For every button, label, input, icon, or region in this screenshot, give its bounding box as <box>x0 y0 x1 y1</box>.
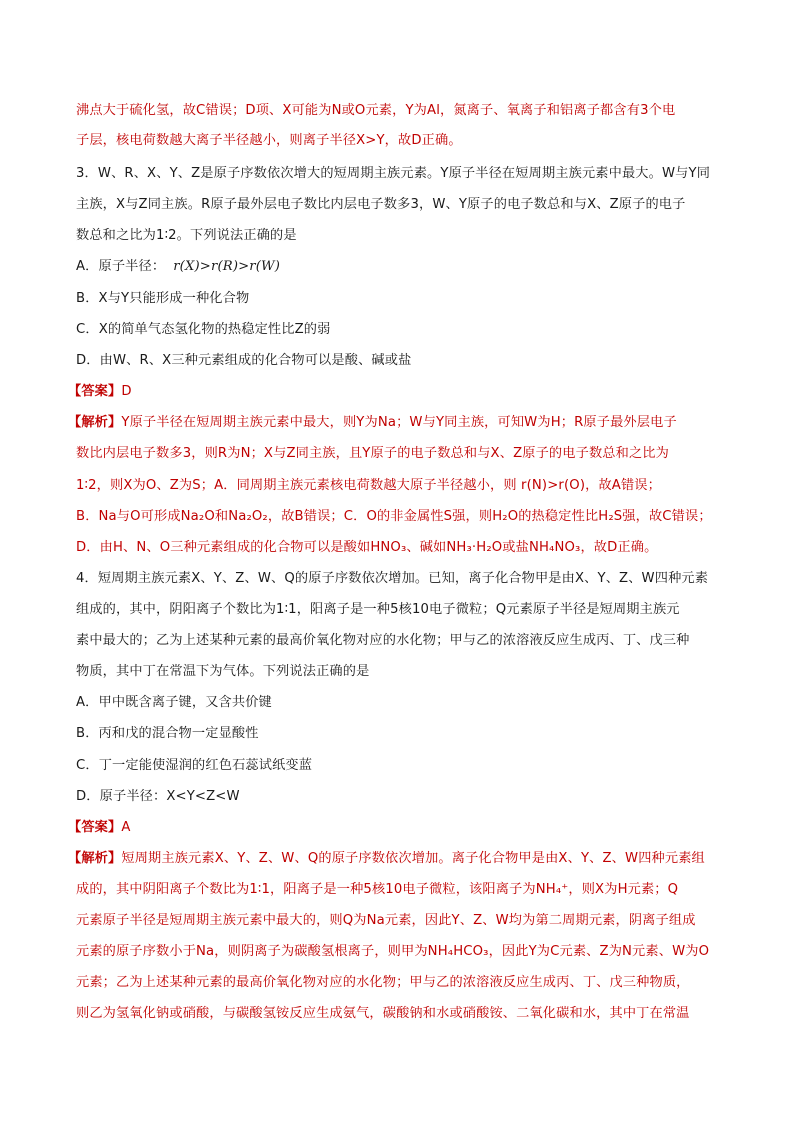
analysis-text: 成的，其中阴阳离子个数比为1∶1，阳离子是一种5核10电子微粒，该阳离子为NH₄⁺，则X为H元素；Q <box>76 882 679 897</box>
analysis-text: 元素的原子序数小于Na，则阴离子为碳酸氢根离子，则甲为NH₄HCO₃，因此Y为C元素、Z为N元素、W为O <box>76 944 710 959</box>
analysis-text: 短周期主族元素X、Y、Z、W、Q的原子序数依次增加。离子化合物甲是由X、Y、Z、W四种元素组 <box>121 851 705 866</box>
question-4-stem: 素中最大的；乙为上述某种元素的最高价氧化物对应的水化物；甲与乙的浓溶液反应生成丙、丁、戊三种 <box>76 633 690 648</box>
question-3-option-b: B．X与Y只能形成一种化合物 <box>76 291 250 306</box>
question-3-option-d: D．由W、R、X三种元素组成的化合物可以是酸、碱或盐 <box>76 353 412 368</box>
analysis-text: 元素原子半径是短周期主族元素中最大的，则Q为Na元素，因此Y、Z、W均为第二周期元素，阴离子组成 <box>76 913 696 928</box>
analysis-text: 元素；乙为上述某种元素的最高价氧化物对应的水化物；甲与乙的浓溶液反应生成丙、丁、戊三种物质， <box>76 975 690 990</box>
question-3-option-a <box>76 257 280 277</box>
analysis-tag: 【解析】 <box>68 415 122 430</box>
question-3-stem: 3．W、R、X、Y、Z是原子序数依次增大的短周期主族元素。Y原子半径在短周期主族元素中最大。W与Y同 <box>76 166 711 181</box>
answer-value: D <box>121 384 132 399</box>
analysis-text: B．Na与O可形成Na₂O和Na₂O₂，故B错误；C．O的非金属性S强，则H₂O的热稳定性比H₂S强，故C错误； <box>76 509 712 524</box>
option-label: A．原子半径： <box>76 259 166 274</box>
question-4-option-b: B．丙和戊的混合物一定显酸性 <box>76 726 259 741</box>
analysis-text: Y原子半径在短周期主族元素中最大，则Y为Na；W与Y同主族，可知W为H；R原子最外层电子 <box>121 415 677 430</box>
question-3-option-c: C．X的简单气态氢化物的热稳定性比Z的弱 <box>76 322 331 337</box>
answer-value: A <box>121 820 131 835</box>
analysis-text: D．由H、N、O三种元素组成的化合物可以是酸如HNO₃、碱如NH₃·H₂O或盐NH₄NO₃，故D正确。 <box>76 540 658 555</box>
text-line: 子层，核电荷数越大离子半径越小，则离子半径X>Y，故D正确。 <box>76 133 462 148</box>
question-4-stem: 物质，其中丁在常温下为气体。下列说法正确的是 <box>76 664 370 679</box>
answer-line <box>68 382 132 402</box>
question-4-option-a: A．甲中既含离子键，又含共价键 <box>76 695 272 710</box>
answer-tag: 【答案】 <box>68 384 122 399</box>
analysis-text: 1∶2，则X为O、Z为S；A．同周期主族元素核电荷数越大原子半径越小，则 r(N)>r(O)，故A错误； <box>76 478 661 493</box>
answer-tag: 【答案】 <box>68 820 122 835</box>
analysis-text: 则乙为氢氧化钠或硝酸，与碳酸氢铵反应生成氨气，碳酸钠和水或硝酸铵、二氧化碳和水，其中丁在常温 <box>76 1006 690 1021</box>
formula: r(X)>r(R)>r(W) <box>173 259 281 274</box>
answer-line <box>68 818 131 838</box>
analysis-line <box>68 413 677 433</box>
analysis-tag: 【解析】 <box>68 851 122 866</box>
question-4-option-c: C．丁一定能使湿润的红色石蕊试纸变蓝 <box>76 758 313 773</box>
question-4-stem: 4．短周期主族元素X、Y、Z、W、Q的原子序数依次增加。已知，离子化合物甲是由X、Y、Z、W四种元素 <box>76 571 709 586</box>
analysis-text: 数比内层电子数多3，则R为N；X与Z同主族，且Y原子的电子数总和与X、Z原子的电子数总和之比为 <box>76 446 669 461</box>
question-4-option-d: D．原子半径：X<Y<Z<W <box>76 789 240 804</box>
question-3-stem: 主族，X与Z同主族。R原子最外层电子数比内层电子数多3，W、Y原子的电子数总和与X、Z原子的电子 <box>76 197 686 212</box>
question-3-stem: 数总和之比为1∶2。下列说法正确的是 <box>76 228 297 243</box>
question-4-stem: 组成的，其中，阴阳离子个数比为1∶1，阳离子是一种5核10电子微粒；Q元素原子半径是短周期主族元 <box>76 602 680 617</box>
text-line: 沸点大于硫化氢，故C错误；D项、X可能为N或O元素，Y为Al，氮离子、氧离子和铝离子都含有3个电 <box>76 103 676 118</box>
analysis-line <box>68 849 705 869</box>
